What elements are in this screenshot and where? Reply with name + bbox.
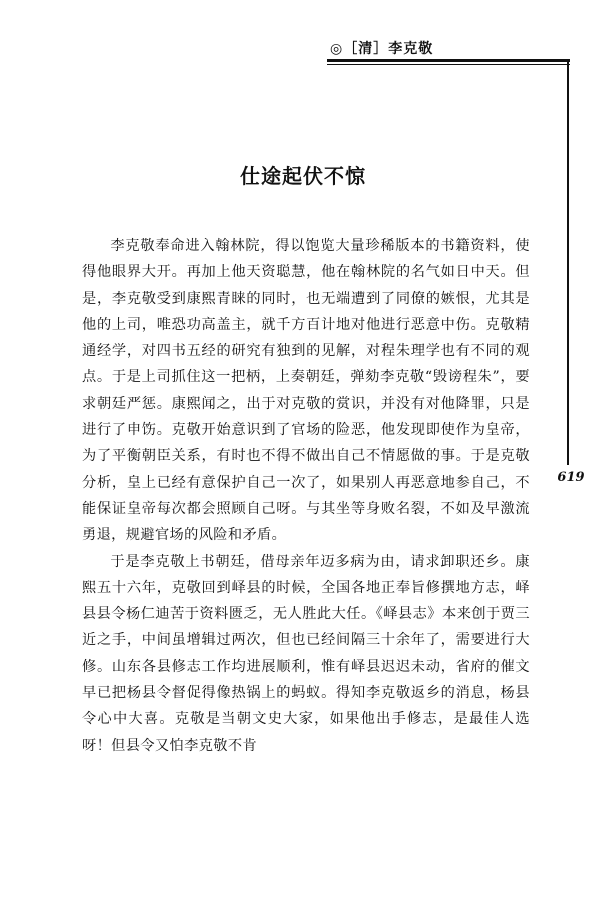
- paragraph-2: 于是李克敬上书朝廷，借母亲年迈多病为由，请求卸职还乡。康熙五十六年，克敬回到峄县的时候，全国各地正奉旨修撰地方志，峄县县令杨仁迪苦于资料匮乏，无人胜此大任。《峄县志》本来创于贾三近之手，中间虽增辑过两次，但也已经间隔三十余年了，需要进行大修。山东各县修志工作均进展顺利，惟有峄县迟迟未动，省府的催文早已把杨县令督促得像热锅上的蚂蚁。得知李克敬返乡的消息，杨县令心中大喜。克敬是当朝文史大家，如果他出手修志，是最佳人选呀！但县令又怕李克敬不肯: [82, 553, 530, 754]
- body-text: [82, 233, 530, 759]
- running-header: ◎［清］李克敬: [330, 41, 434, 57]
- chapter-title: 仕途起伏不惊: [240, 164, 366, 188]
- header-rule-thick: [327, 59, 570, 62]
- header-rule-thin: [327, 64, 570, 65]
- margin-rule: [567, 60, 569, 465]
- page-number: 619: [557, 470, 585, 485]
- paragraph-1: 李克敬奉命进入翰林院，得以饱览大量珍稀版本的书籍资料，使得他眼界大开。再加上他天资聪慧，他在翰林院的名气如日中天。但是，李克敬受到康熙青睐的同时，也无端遭到了同僚的嫉恨，尤其是他的上司，唯恐功高盖主，就千方百计地对他进行恶意中伤。克敬精通经学，对四书五经的研究有独到的见解，对程朱理学也有不同的观点。于是上司抓住这一把柄，上奏朝廷，弹劾李克敬“毁谤程朱”，要求朝廷严惩。康熙闻之，出于对克敬的赏识，并没有对他降罪，只是进行了申饬。克敬开始意识到了官场的险恶，他发现即使作为皇帝，为了平衡朝臣关系，有时也不得不做出自己不情愿做的事。于是克敬分析，皇上已经有意保护自己一次了，如果别人再恶意地参自己，不能保证皇帝每次都会照顾自己呀。与其坐等身败名裂，不如及早激流勇退，规避官场的风险和矛盾。: [82, 238, 530, 544]
